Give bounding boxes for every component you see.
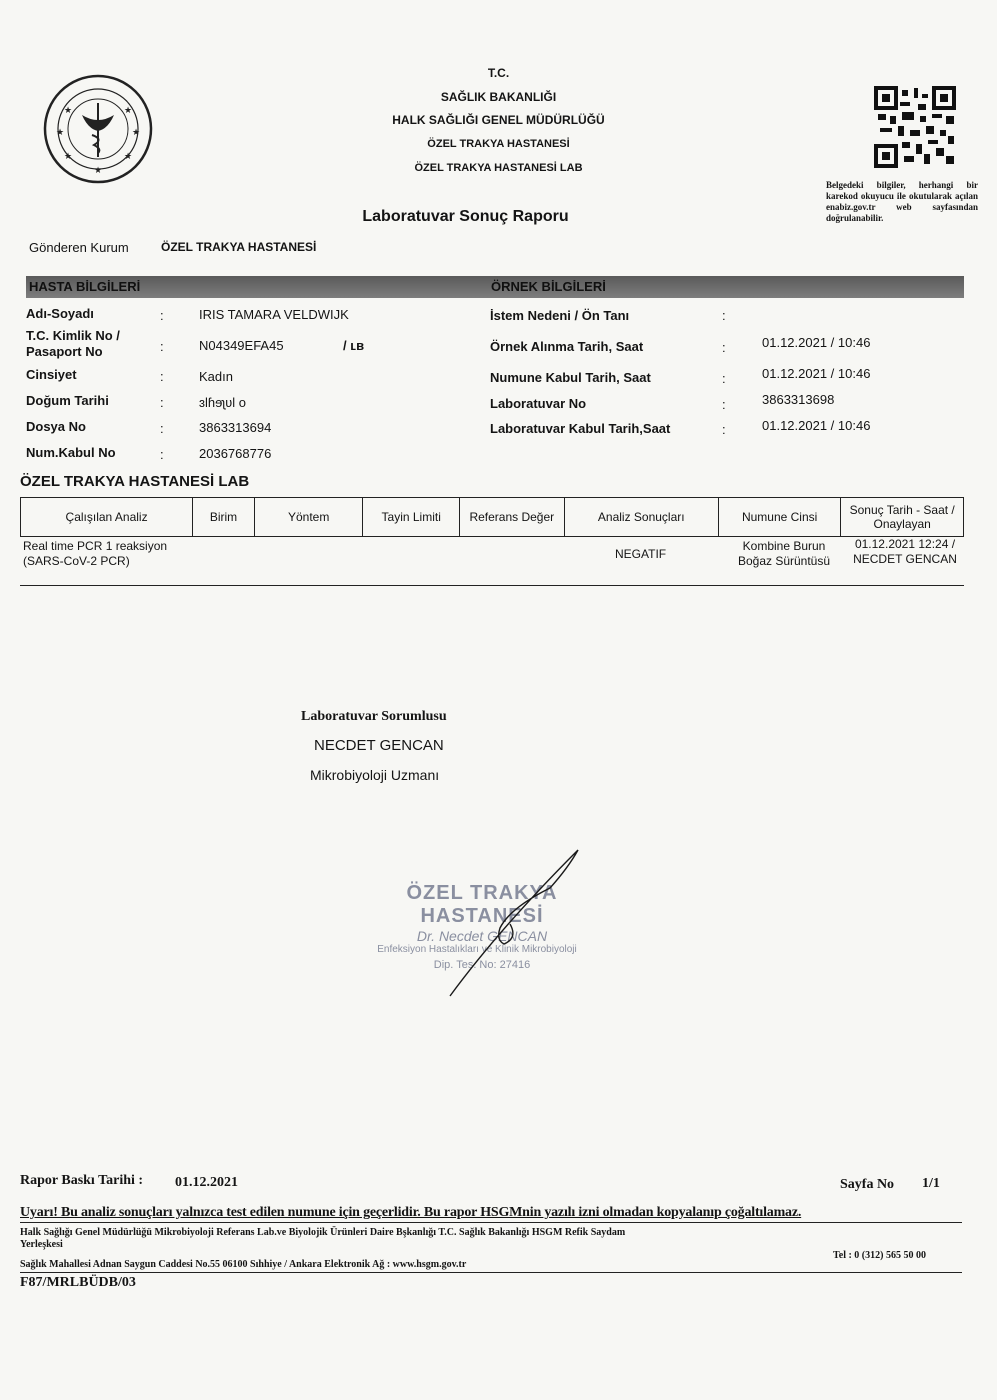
sample-labaccept-label: Laboratuvar Kabul Tarih,Saat (490, 421, 671, 436)
colon: : (160, 395, 164, 410)
signature-title: Laboratuvar Sorumlusu (301, 709, 447, 724)
svg-text:★: ★ (124, 105, 133, 115)
col-sample-type: Numune Cinsi (718, 498, 840, 537)
colon: : (722, 340, 726, 355)
patient-id-suffix: / ʟв (343, 338, 365, 353)
sample-labno: 3863313698 (762, 392, 835, 407)
colon: : (722, 371, 726, 386)
sample-labaccept: 01.12.2021 / 10:46 (762, 418, 871, 433)
col-date-approver: Sonuç Tarih - Saat / Onaylayan (841, 498, 964, 537)
ministry-seal-icon (42, 73, 154, 185)
colon: : (160, 421, 164, 436)
colon: : (160, 369, 164, 384)
patient-name: IRIS TAMARA VELDWIJK (199, 307, 349, 322)
results-table (20, 497, 964, 537)
col-method: Yöntem (254, 498, 363, 537)
page-value: 1/1 (922, 1176, 940, 1191)
patient-sex: Kadın (199, 369, 233, 384)
sample-taken-label: Örnek Alınma Tarih, Saat (490, 339, 644, 354)
patient-sex-label: Cinsiyet (26, 367, 77, 382)
header-directorate: HALK SAĞLIĞI GENEL MÜDÜRLÜĞÜ (392, 113, 605, 127)
doctor-stamp: ÖZEL TRAKYA HASTANESİ Dr. Necdet GENCAN Enfeksiyon Hastalıkları ve Klinik Mikrobiyoloji Dip. Tes. No: 27416 (377, 882, 577, 971)
footer-address: Sağlık Mahallesi Adnan Saygun Caddesi No.55 06100 Sıhhiye / Ankara Elektronik Ağ : www.hsgm.gov.tr (20, 1259, 467, 1270)
footer-rule-bottom (20, 1272, 962, 1273)
lab-title: ÖZEL TRAKYA HASTANESİ LAB (20, 473, 250, 490)
colon: : (722, 422, 726, 437)
sample-section-title: ÖRNEK BİLGİLERİ (491, 279, 606, 294)
col-limit: Tayin Limiti (363, 498, 460, 537)
header-lab: ÖZEL TRAKYA HASTANESİ LAB (414, 162, 583, 174)
svg-text:★: ★ (132, 127, 141, 137)
sender-label: Gönderen Kurum (29, 240, 129, 255)
results-header-row (21, 498, 964, 537)
colon: : (160, 447, 164, 462)
sample-taken: 01.12.2021 / 10:46 (762, 335, 871, 350)
svg-text:★: ★ (56, 127, 65, 137)
sender-value: ÖZEL TRAKYA HASTANESİ (161, 240, 317, 254)
patient-dob-label: Doğum Tarihi (26, 393, 109, 408)
patient-dob: ɜlɦɘʅʋl o (199, 395, 247, 410)
print-date: 01.12.2021 (175, 1175, 238, 1190)
patient-num-label: Num.Kabul No (26, 445, 116, 460)
patient-name-label: Adı-Soyadı (26, 306, 94, 321)
result-analysis: Real time PCR 1 reaksiyon (SARS-CoV-2 PCR) (23, 539, 168, 568)
col-unit: Birim (193, 498, 255, 537)
svg-text:★: ★ (94, 165, 103, 175)
patient-id: N04349EFA45 (199, 338, 284, 353)
colon: : (722, 308, 726, 323)
patient-num: 2036768776 (199, 446, 272, 461)
patient-id-label: T.C. Kimlik No / Pasaport No (26, 328, 120, 359)
col-reference: Referans Değer (459, 498, 564, 537)
signature-role: Mikrobiyoloji Uzmanı (310, 767, 440, 783)
header-tc: T.C. (487, 66, 510, 80)
form-code: F87/MRLBÜDB/03 (20, 1275, 136, 1290)
patient-file: 3863313694 (199, 420, 272, 435)
footer-rule (20, 1222, 962, 1223)
result-date-approver: 01.12.2021 12:24 / NECDET GENCAN (853, 537, 957, 566)
sample-accepted: 01.12.2021 / 10:46 (762, 366, 871, 381)
section-header-bar (26, 276, 964, 298)
col-result: Analiz Sonuçları (564, 498, 718, 537)
sample-reason-label: İstem Nedeni / Ön Tanı (490, 308, 630, 323)
footer-phone: Tel : 0 (312) 565 50 00 (833, 1250, 926, 1261)
results-bottom-rule (20, 585, 964, 586)
footer-org: Halk Sağlığı Genel Müdürlüğü Mikrobiyoloji Referans Lab.ve Biyolojik Ürünleri Daire Bşkanlığı T.C. Sağlık Bakanlığı HSGM Refik Saydam Yerleşkesi (20, 1227, 626, 1250)
colon: : (722, 397, 726, 412)
qr-verification-note: Belgedeki bilgiler, herhangi bir karekod okuyucu ile okutularak açılan enabiz.gov.tr web sayfasından doğrulanabilir. (826, 180, 978, 223)
svg-text:★: ★ (64, 105, 73, 115)
svg-text:★: ★ (124, 151, 133, 161)
qr-code-icon (874, 86, 956, 168)
colon: : (160, 308, 164, 323)
header-hospital: ÖZEL TRAKYA HASTANESİ (427, 138, 570, 150)
result-value: NEGATIF (615, 547, 667, 561)
patient-section-title: HASTA BİLGİLERİ (29, 279, 141, 294)
patient-file-label: Dosya No (26, 419, 86, 434)
signature-name: NECDET GENCAN (314, 737, 444, 754)
report-title: Laboratuvar Sonuç Raporu (362, 208, 569, 225)
footer-warning: Uyarı! Bu analiz sonuçları yalnızca test edilen numune için geçerlidir. Bu rapor HSGMnin yazılı izni olmadan kopyalanıp çoğaltılamaz. (20, 1205, 802, 1220)
colon: : (160, 339, 164, 354)
col-analysis: Çalışılan Analiz (21, 498, 193, 537)
page-label: Sayfa No (840, 1177, 895, 1192)
result-sample-type: Kombine Burun Boğaz Sürüntüsü (737, 539, 831, 568)
print-date-label: Rapor Baskı Tarihi : (20, 1173, 144, 1188)
svg-text:★: ★ (64, 151, 73, 161)
sample-labno-label: Laboratuvar No (490, 396, 587, 411)
handwritten-signature (440, 848, 590, 1003)
header-ministry: SAĞLIK BAKANLIĞI (440, 90, 557, 104)
sample-accepted-label: Numune Kabul Tarih, Saat (490, 370, 651, 385)
